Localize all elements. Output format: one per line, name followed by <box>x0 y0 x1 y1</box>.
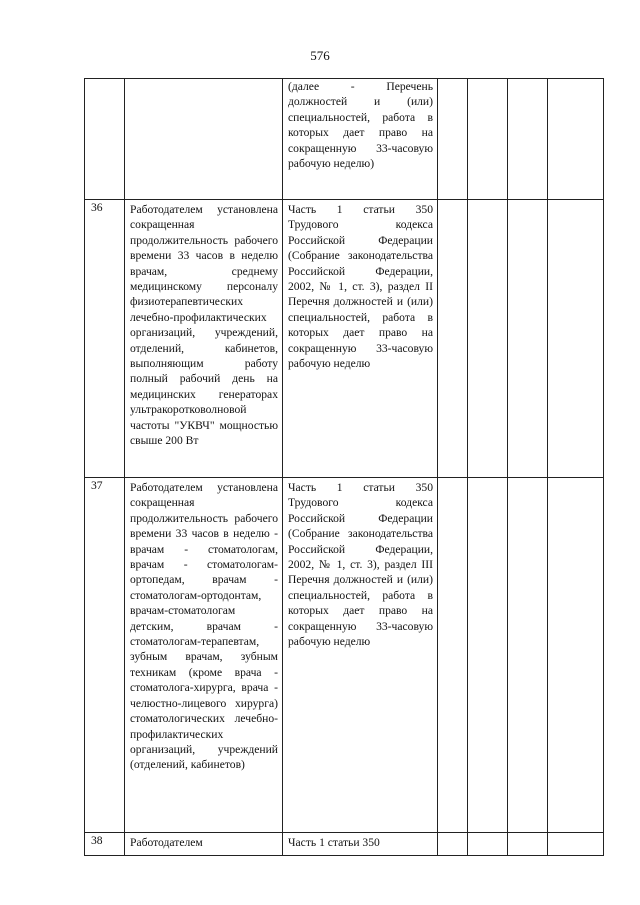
requirement-description: Работодателем установлена сокращенная продолжительность рабочего времени 33 часов в неделю врачам, среднему медицинскому персоналу физиотерапевтических лечебно-профилактических организаций, учреждений, отделений, кабинетов, выполняющим работу полный рабочий день на медицинских генераторах ультракоротковолновой частоты "УКВЧ" мощностью свыше 200 Вт <box>125 200 283 478</box>
empty-cell <box>438 833 468 856</box>
legal-basis: (далее - Перечень должностей и (или) специальностей, работа в которых дает право на сокращенную 33-часовую рабочую неделю) <box>283 79 438 200</box>
requirement-description: Работодателем установлена сокращенная продолжительность рабочего времени 33 часов в неделю - врачам - стоматологам, врачам - стоматологам-ортопедам, врачам - стоматологам-ортодонтам, врачам-стоматологам детским, врачам - стоматологам-терапевтам, зубным врачам, зубным техникам (кроме врача - стоматолога-хирурга, врача - челюстно-лицевого хирурга) стоматологических лечебно-профилактических организаций, учреждений (отделений, кабинетов) <box>125 478 283 833</box>
empty-cell <box>438 200 468 478</box>
requirement-description: Работодателем <box>125 833 283 856</box>
empty-cell <box>438 478 468 833</box>
row-number <box>85 79 125 200</box>
empty-cell <box>548 478 604 833</box>
table-row <box>85 200 604 478</box>
row-number: 36 <box>85 200 125 478</box>
table-row <box>85 833 604 856</box>
table-row <box>85 478 604 833</box>
legal-basis: Часть 1 статьи 350 Трудового кодекса Российской Федерации (Собрание законодательства Российской Федерации, 2002, № 1, ст. 3), раздел II Перечня должностей и (или) специальностей, работа в которых дает право на сокращенную 33-часовую рабочую неделю <box>283 200 438 478</box>
empty-cell <box>468 79 508 200</box>
empty-cell <box>508 833 548 856</box>
empty-cell <box>468 200 508 478</box>
requirements-table <box>84 78 604 856</box>
row-number: 38 <box>85 833 125 856</box>
empty-cell <box>438 79 468 200</box>
empty-cell <box>548 200 604 478</box>
empty-cell <box>508 79 548 200</box>
row-number: 37 <box>85 478 125 833</box>
empty-cell <box>508 478 548 833</box>
empty-cell <box>508 200 548 478</box>
empty-cell <box>468 478 508 833</box>
empty-cell <box>548 79 604 200</box>
legal-basis: Часть 1 статьи 350 <box>283 833 438 856</box>
legal-basis: Часть 1 статьи 350 Трудового кодекса Российской Федерации (Собрание законодательства Российской Федерации, 2002, № 1, ст. 3), раздел III Перечня должностей и (или) специальностей, работа в которых дает право на сокращенную 33-часовую рабочую неделю <box>283 478 438 833</box>
requirement-description <box>125 79 283 200</box>
empty-cell <box>548 833 604 856</box>
page-bottom-margin <box>0 874 640 905</box>
empty-cell <box>468 833 508 856</box>
page-number: 576 <box>310 48 330 63</box>
table-row <box>85 79 604 200</box>
